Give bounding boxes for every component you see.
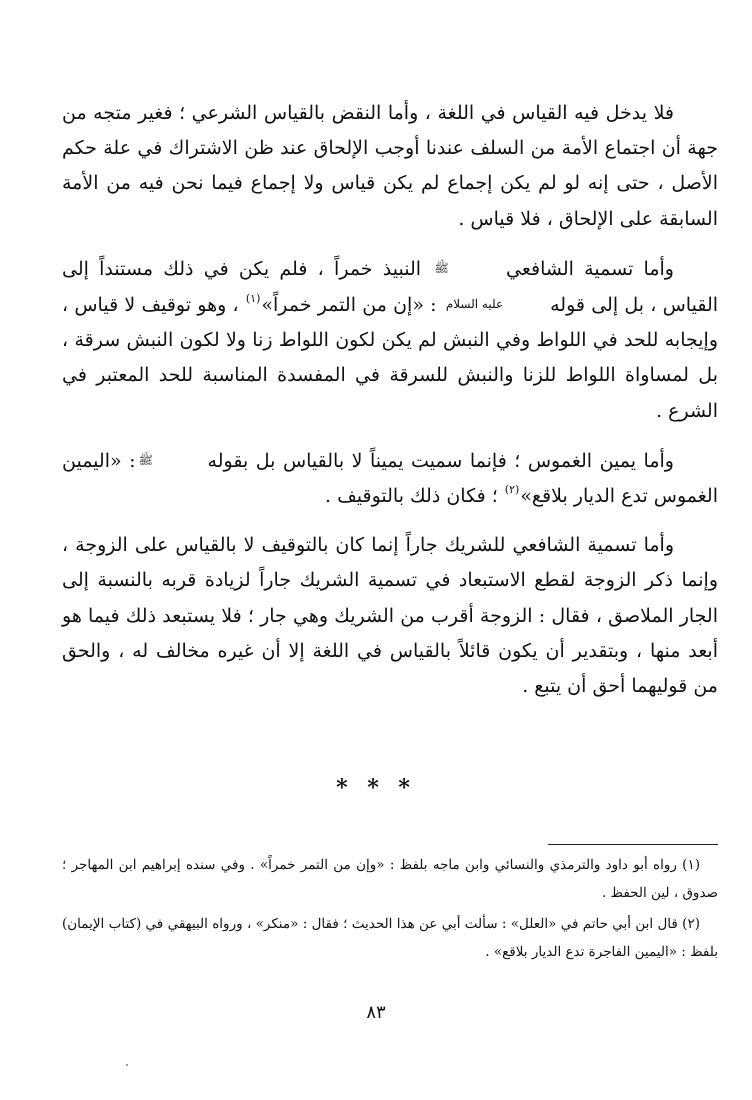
- paragraph-3-part-3: ؛ فكان ذلك بالتوقيف .: [325, 485, 498, 508]
- honorific-glyph: ﷺ: [138, 452, 154, 467]
- footnotes: [62, 852, 718, 966]
- paragraph-1: فلا يدخل فيه القياس في اللغة ، وأما النقض بالقياس الشرعي ؛ فغير متجه من جهة أن اجتماع الأمة من السلف عندنا أوجب الإلحاق عند ظن الاشتراك في علة حكم الأصل ، حتى إنه لو لم يكن إجماع لم يكن قياس ولا إجماع فيما نحن فيه من الأمة السابقة على الإلحاق ، فلا قياس .: [62, 102, 718, 230]
- paragraph-3-quote: : «اليمين الغموس تدع الديار بلاقع»: [62, 449, 718, 508]
- paragraph-3: [62, 443, 718, 514]
- print-speck: [126, 1064, 128, 1066]
- footnote-1: (١) رواه أبو داود والترمذي والنسائي وابن ماجه بلفظ : «وإن من التمر خمراً» . وفي سنده إبراهيم ابن المهاجر ؛ صدوق ، لين الحفظ .: [62, 857, 718, 901]
- footnote-ref-2[interactable]: (٢): [504, 483, 520, 497]
- paragraph-3-part-1: وأما يمين الغموس ؛ فإنما سميت يميناً لا بالقياس بل بقوله: [207, 449, 674, 472]
- paragraph-2-part-2: النبيذ خمراً ، فلم يكن في ذلك مستنداً إلى القياس ، بل إلى قوله: [62, 257, 719, 317]
- footnote-2: (٢) قال ابن أبي حاتم في «العلل» : سألت أبي عن هذا الحديث ؛ فقال : «منكر» ، ورواه البيهقي في (كتاب الإيمان) بلفظ : «اليمين الفاجرة تدع الديار بلاقع» .: [62, 916, 718, 960]
- paragraph-2-quote: : «إن من التمر خمراً»: [261, 294, 437, 317]
- section-separator: * * *: [336, 775, 416, 801]
- honorific-glyph: ﷺ: [434, 260, 449, 275]
- honorific-glyph: عليه السلام: [445, 297, 504, 312]
- footnote-ref-1[interactable]: (١): [245, 292, 261, 306]
- page-number: ٨٣: [366, 1002, 386, 1023]
- paragraph-2-part-1: وأما تسمية الشافعي: [506, 257, 674, 280]
- paragraph-2: [62, 251, 718, 429]
- footnote-divider: [548, 844, 718, 845]
- paragraph-2-part-4: ، وهو توقيف لا قياس ، وإيجابه للحد في اللواط وفي النبش لم يكن لكون اللواط زنا ولا لكون النبش سرقة ، بل لمساواة اللواط للزنا والنبش للسرقة في المفسدة المناسبة للحد المعتبر في الشرع .: [62, 294, 718, 422]
- paragraph-4: وأما تسمية الشافعي للشريك جاراً إنما كان بالتوقيف لا بالقياس على الزوجة ، وإنما ذكر الزوجة لقطع الاستبعاد في تسمية الشريك جاراً لزيادة قربه بالنسبة إلى الجار الملاصق ، فقال : الزوجة أقرب من الشريك وهي جار ؛ فلا يستبعد ذلك فيما هو أبعد منها ، وبتقدير أن يكون قائلاً بالقياس في اللغة إلا أن غيره مخالف له ، والحق من قوليهما أحق أن يتبع .: [62, 534, 718, 698]
- main-text: [62, 96, 718, 704]
